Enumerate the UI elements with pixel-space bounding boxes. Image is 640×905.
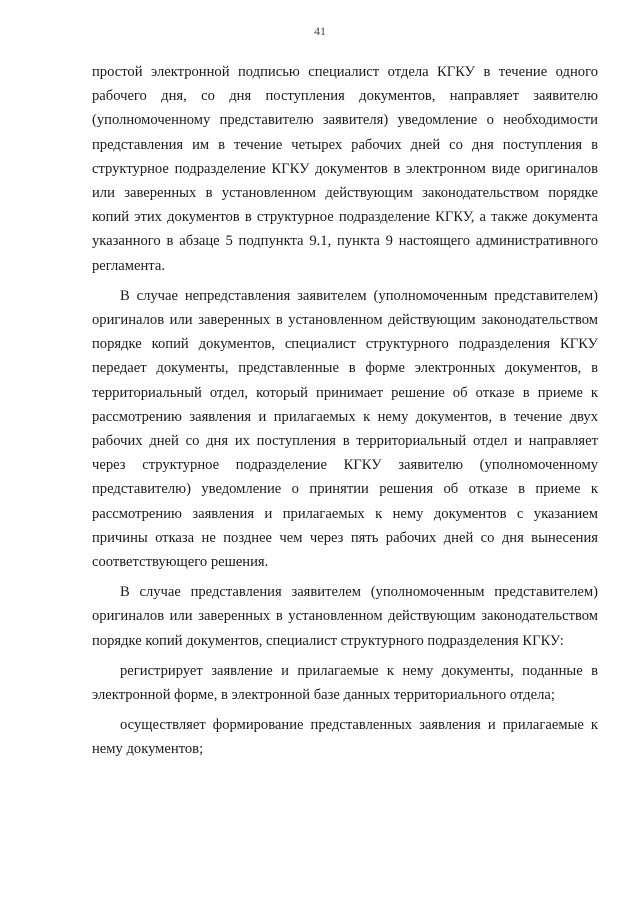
paragraph-non-submission: В случае непредставления заявителем (уполномоченным представителем) оригиналов или заверенных в установленном действующим законодательством порядке копий документов, специалист структурного подразделения КГКУ передает документы, представленные в форме электронных документов, в территориальный отдел, который принимает решение об отказе в приеме к рассмотрению заявления и прилагаемых к нему документов, в течение двух рабочих дней со дня их поступления в территориальный отдел и направляет через структурное подразделение КГКУ заявителю (уполномоченному представителю) уведомление о принятии решения об отказе в приеме к рассмотрению заявления и прилагаемых к нему документов с указанием причины отказа не позднее чем через пять рабочих дней со дня вынесения соответствующего решения.	[92, 287, 598, 571]
page-number: 41	[314, 24, 326, 38]
paragraph-continuation: простой электронной подписью специалист отдела КГКУ в течение одного рабочего дня, со дня поступления документов, направляет заявителю (уполномоченному представителю заявителя) уведомление о необходимости представления им в течение четырех рабочих дней со дня поступления в структурное подразделение КГКУ документов в электронном виде оригиналов или заверенных в установленном действующим законодательством порядке копий этих документов в структурное подразделение КГКУ, а также документа указанного в абзаце 5 подпункта 9.1, пункта 9 настоящего административного регламента.	[92, 64, 598, 274]
document-body	[92, 60, 598, 768]
paragraph-submission: В случае представления заявителем (уполномоченным представителем) оригиналов или заверенных в установленном действующим законодательством порядке копий документов, специалист структурного подразделения КГКУ:	[92, 584, 598, 649]
paragraph-forms: осуществляет формирование представленных заявления и прилагаемые к нему документов;	[92, 717, 598, 758]
paragraph-registers: регистрирует заявление и прилагаемые к нему документы, поданные в электронной форме, в электронной базе данных территориального отдела;	[92, 662, 598, 704]
